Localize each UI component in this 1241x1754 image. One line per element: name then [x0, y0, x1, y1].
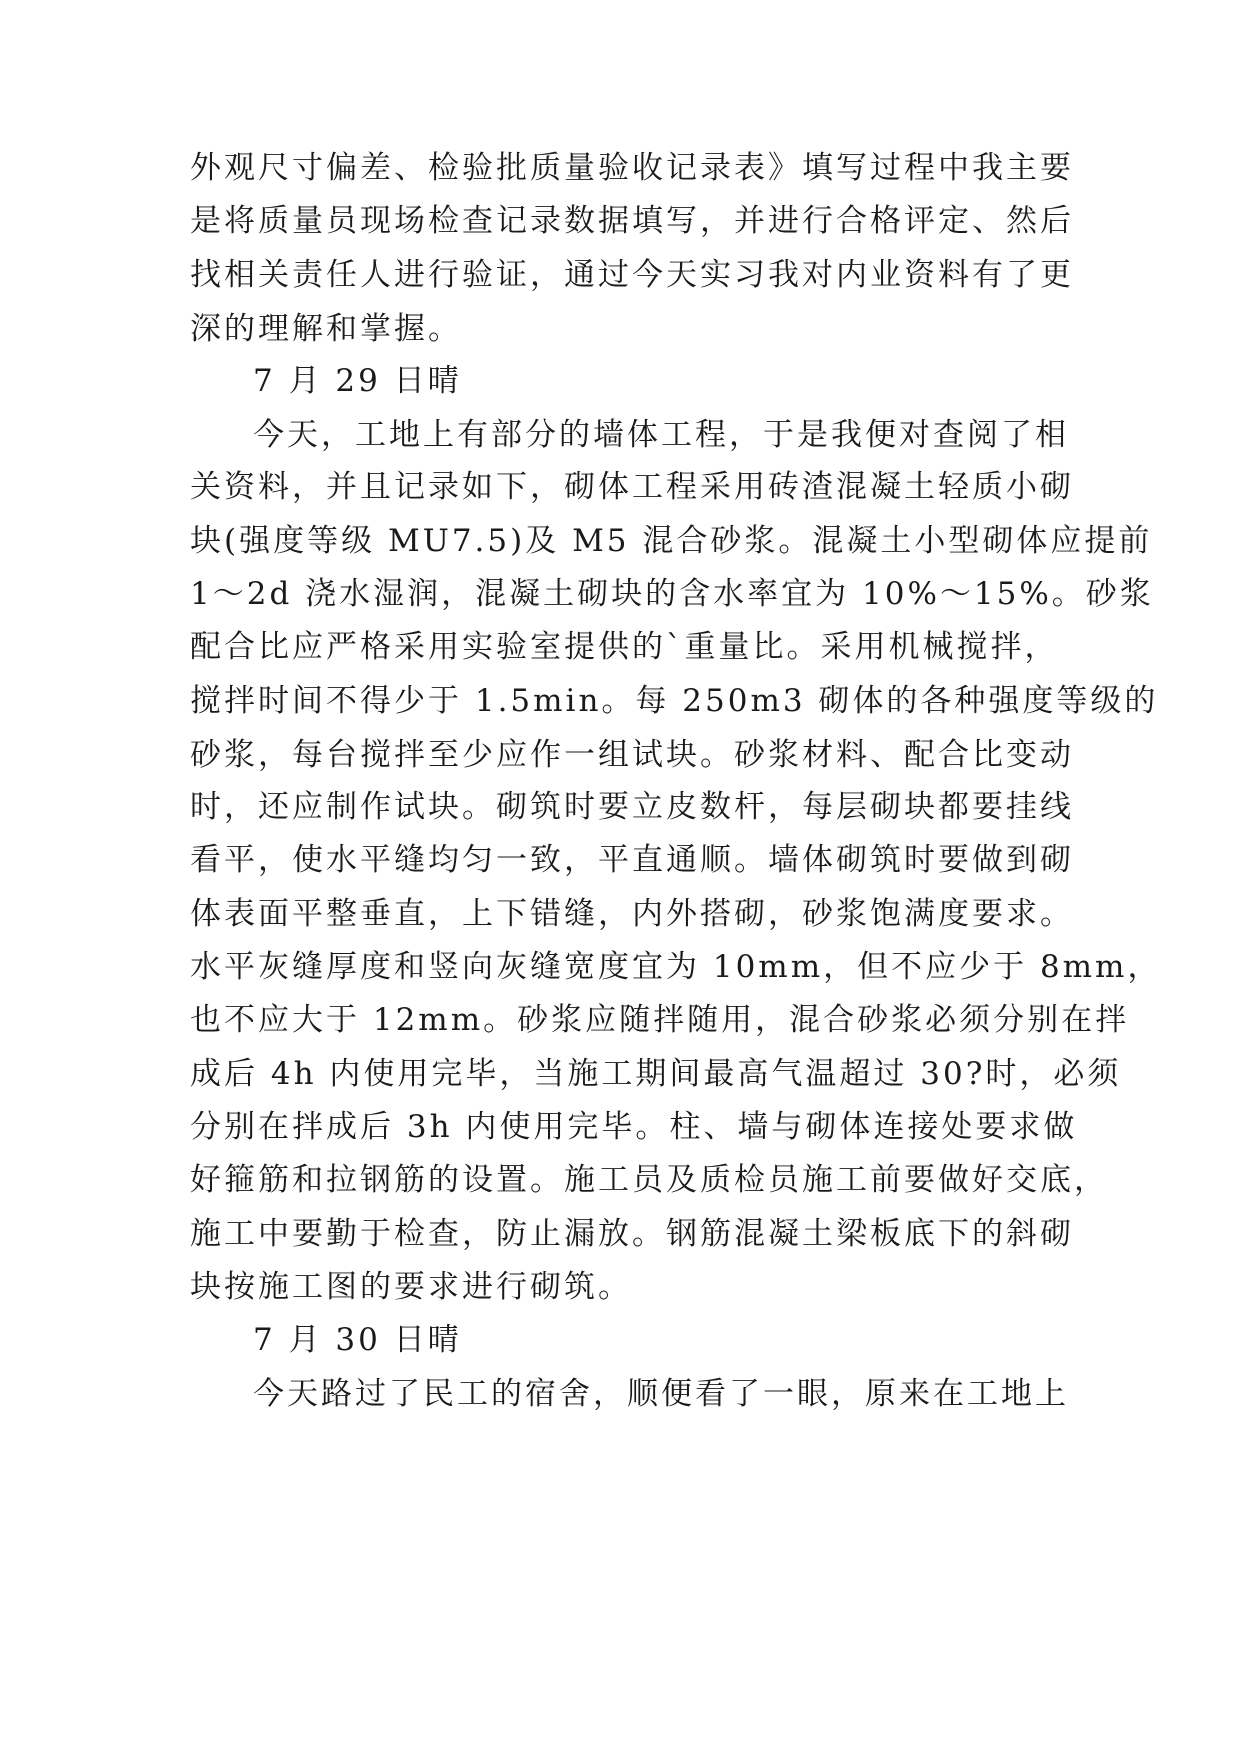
- paragraph-line: 搅拌时间不得少于 1.5min。每 250m3 砌体的各种强度等级的: [190, 683, 1159, 719]
- paragraph-line: 成后 4h 内使用完毕，当施工期间最高气温超过 30?时，必须: [190, 1056, 1122, 1092]
- paragraph-line: 分别在拌成后 3h 内使用完毕。柱、墙与砌体连接处要求做: [190, 1109, 1078, 1145]
- paragraph-line: 今天，工地上有部分的墙体工程，于是我便对查阅了相: [253, 417, 1069, 453]
- paragraph-line: 块(强度等级 MU7.5)及 M5 混合砂浆。混凝土小型砌体应提前: [190, 523, 1153, 559]
- paragraph-line: 深的理解和掌握。: [190, 311, 462, 347]
- paragraph-line: 是将质量员现场检查记录数据填写，并进行合格评定、然后: [190, 203, 1074, 239]
- paragraph-line: 看平，使水平缝均匀一致，平直通顺。墙体砌筑时要做到砌: [190, 842, 1074, 878]
- paragraph-line: 配合比应严格采用实验室提供的`重量比。采用机械搅拌，: [190, 629, 1059, 665]
- paragraph-line: 找相关责任人进行验证，通过今天实习我对内业资料有了更: [190, 257, 1074, 293]
- paragraph-line: 关资料，并且记录如下，砌体工程采用砖渣混凝土轻质小砌: [190, 469, 1074, 505]
- paragraph-line: 好箍筋和拉钢筋的设置。施工员及质检员施工前要做好交底，: [190, 1162, 1108, 1198]
- paragraph-line: 水平灰缝厚度和竖向灰缝宽度宜为 10mm，但不应少于 8mm，: [190, 949, 1162, 985]
- date-heading: 7 月 29 日晴: [253, 363, 462, 399]
- paragraph-line: 今天路过了民工的宿舍，顺便看了一眼，原来在工地上: [253, 1376, 1069, 1412]
- paragraph-line: 也不应大于 12mm。砂浆应随拌随用，混合砂浆必须分别在拌: [190, 1002, 1130, 1038]
- paragraph-line: 块按施工图的要求进行砌筑。: [190, 1269, 632, 1305]
- paragraph-line: 外观尺寸偏差、检验批质量验收记录表》填写过程中我主要: [190, 150, 1074, 186]
- paragraph-line: 施工中要勤于检查，防止漏放。钢筋混凝土梁板底下的斜砌: [190, 1216, 1074, 1252]
- paragraph-line: 时，还应制作试块。砌筑时要立皮数杆，每层砌块都要挂线: [190, 789, 1074, 825]
- paragraph-line: 体表面平整垂直，上下错缝，内外搭砌，砂浆饱满度要求。: [190, 896, 1074, 932]
- paragraph-line: 1～2d 浇水湿润，混凝土砌块的含水率宜为 10%～15%。砂浆: [190, 576, 1154, 612]
- paragraph-line: 砂浆，每台搅拌至少应作一组试块。砂浆材料、配合比变动: [190, 737, 1074, 773]
- date-heading: 7 月 30 日晴: [253, 1322, 462, 1358]
